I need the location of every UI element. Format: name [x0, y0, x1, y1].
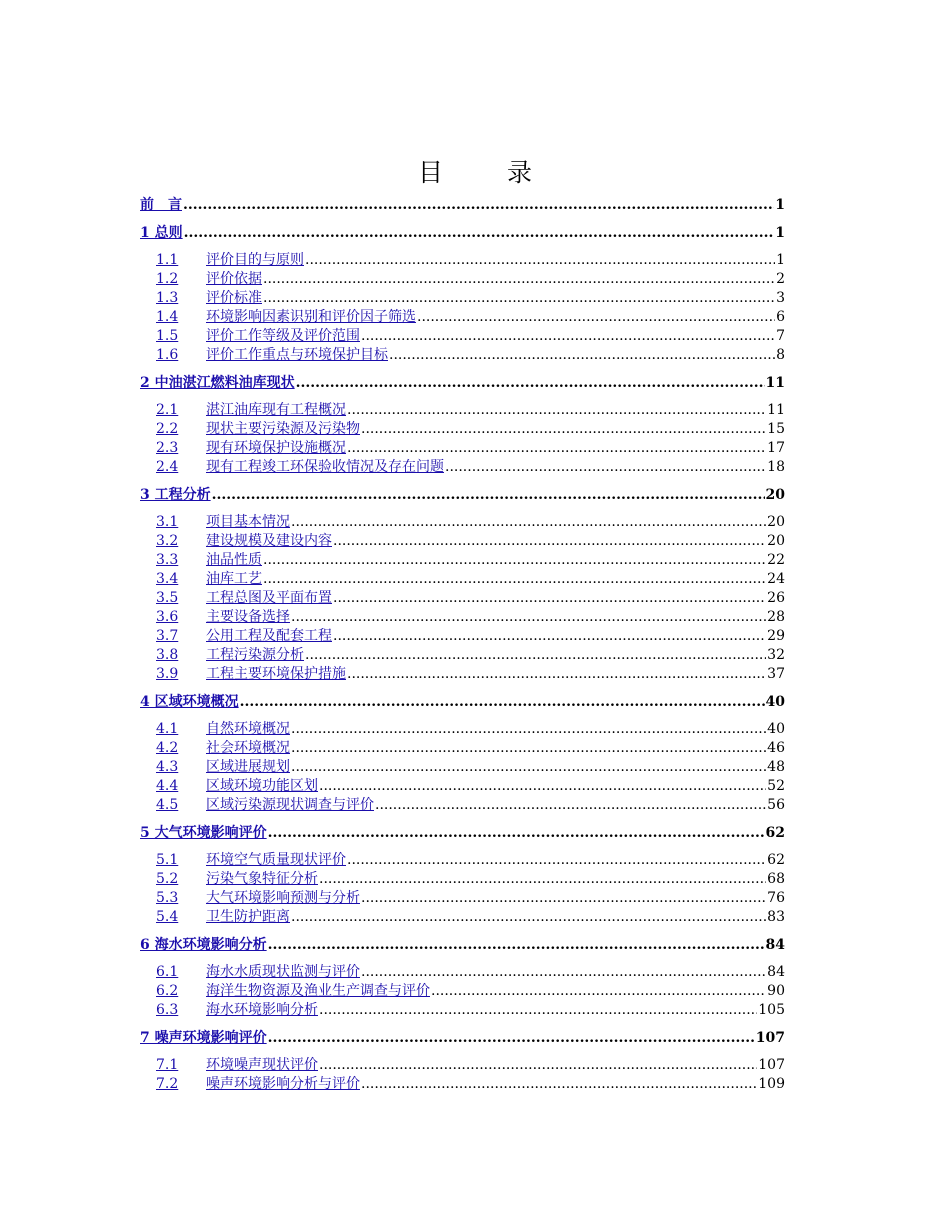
- toc-section-link[interactable]: 自然环境概况: [206, 721, 290, 737]
- toc-leader-dots: [291, 608, 766, 627]
- toc-leader-dots: [319, 777, 766, 796]
- toc-section-number[interactable]: 5.4: [156, 909, 179, 925]
- toc-page-number: 62: [765, 825, 785, 841]
- toc-page-number: 107: [755, 1030, 785, 1046]
- toc-page-number: 28: [767, 609, 785, 625]
- toc-leader-dots: [347, 851, 766, 870]
- toc-section-row: [140, 513, 785, 532]
- toc-section-row: [140, 796, 785, 815]
- toc-section-number[interactable]: 6.2: [156, 983, 179, 999]
- toc-page-number: 107: [758, 1057, 785, 1073]
- toc-section-row: [140, 589, 785, 608]
- toc-section-row: [140, 963, 785, 982]
- toc-page-number: 24: [767, 571, 785, 587]
- toc-page-number: 6: [776, 309, 785, 325]
- toc-leader-dots: [389, 346, 775, 365]
- toc-section-row: [140, 777, 785, 796]
- toc-leader-dots: [445, 458, 766, 477]
- toc-chapter-link[interactable]: 6 海水环境影响分析: [140, 937, 267, 953]
- toc-page-number: 29: [767, 628, 785, 644]
- toc-leader-dots: [296, 373, 765, 393]
- toc-section-number[interactable]: 1.4: [156, 309, 179, 325]
- toc-page-number: 46: [767, 740, 785, 756]
- toc-section-row: [140, 739, 785, 758]
- toc-section-number[interactable]: 7.2: [156, 1076, 179, 1092]
- toc-section-link[interactable]: 社会环境概况: [206, 740, 290, 756]
- toc-section-number[interactable]: 2.2: [156, 421, 179, 437]
- toc-section-link[interactable]: 评价工作重点与环境保护目标: [206, 347, 388, 363]
- toc-section-link[interactable]: 油库工艺: [206, 571, 262, 587]
- toc-section-link[interactable]: 主要设备选择: [206, 609, 290, 625]
- toc-leader-dots: [263, 270, 775, 289]
- toc-leader-dots: [183, 195, 774, 215]
- toc-leader-dots: [333, 532, 766, 551]
- toc-section-link[interactable]: 环境噪声现状评价: [206, 1057, 318, 1073]
- toc-chapter-link[interactable]: 4 区域环境概况: [140, 694, 239, 710]
- toc-section-link[interactable]: 区域环境功能区划: [206, 778, 318, 794]
- toc-section-number[interactable]: 3.4: [156, 571, 179, 587]
- toc-page-number: 26: [767, 590, 785, 606]
- toc-section-number[interactable]: 3.2: [156, 533, 179, 549]
- toc-leader-dots: [361, 327, 775, 346]
- toc-section-row: [140, 420, 785, 439]
- toc-section-number[interactable]: 6.3: [156, 1002, 179, 1018]
- toc-page-number: 2: [776, 271, 785, 287]
- toc-section-number[interactable]: 3.9: [156, 666, 179, 682]
- toc-section-number[interactable]: 3.3: [156, 552, 179, 568]
- toc-section-row: [140, 870, 785, 889]
- toc-leader-dots: [268, 935, 765, 955]
- toc-leader-dots: [319, 870, 766, 889]
- toc-leader-dots: [268, 823, 765, 843]
- toc-page-number: 56: [767, 797, 785, 813]
- toc-section-number[interactable]: 5.3: [156, 890, 179, 906]
- toc-page-number: 76: [767, 890, 785, 906]
- toc-section-link[interactable]: 工程主要环境保护措施: [206, 666, 346, 682]
- toc-page-number: 84: [765, 937, 785, 953]
- toc-section-row: [140, 982, 785, 1001]
- toc-section-row: [140, 1001, 785, 1020]
- toc-section-link[interactable]: 现有环境保护设施概况: [206, 440, 346, 456]
- toc-section-row: [140, 1075, 785, 1094]
- toc-section-link[interactable]: 评价依据: [206, 271, 262, 287]
- toc-section-row: [140, 251, 785, 270]
- toc-leader-dots: [333, 589, 766, 608]
- toc-leader-dots: [361, 1075, 757, 1094]
- toc-page-number: 90: [767, 983, 785, 999]
- toc-section-number[interactable]: 1.2: [156, 271, 179, 287]
- toc-section-row: [140, 908, 785, 927]
- toc-section-link[interactable]: 公用工程及配套工程: [206, 628, 332, 644]
- toc-section-row: [140, 570, 785, 589]
- toc-leader-dots: [263, 289, 775, 308]
- toc-page-number: 8: [776, 347, 785, 363]
- toc-section-number[interactable]: 3.8: [156, 647, 179, 663]
- toc-section-number[interactable]: 1.1: [156, 252, 179, 268]
- toc-section-number[interactable]: 6.1: [156, 964, 179, 980]
- toc-leader-dots: [347, 665, 766, 684]
- toc-section-row: [140, 401, 785, 420]
- toc-section-number[interactable]: 5.2: [156, 871, 179, 887]
- toc-section-row: [140, 327, 785, 346]
- toc-chapter-row: [140, 195, 785, 215]
- toc-section-link[interactable]: 现状主要污染源及污染物: [206, 421, 360, 437]
- toc-page-number: 3: [776, 290, 785, 306]
- toc-section-link[interactable]: 噪声环境影响分析与评价: [206, 1076, 360, 1092]
- toc-section-link[interactable]: 区域污染源现状调查与评价: [206, 797, 374, 813]
- toc-section-link[interactable]: 环境空气质量现状评价: [206, 852, 346, 868]
- toc-page-number: 52: [767, 778, 785, 794]
- toc-leader-dots: [361, 963, 766, 982]
- toc-page-number: 1: [775, 225, 785, 241]
- toc-section-link[interactable]: 大气环境影响预测与分析: [206, 890, 360, 906]
- toc-section-number[interactable]: 5.1: [156, 852, 179, 868]
- toc-section-row: [140, 851, 785, 870]
- toc-leader-dots: [240, 692, 765, 712]
- toc-chapter-row: [140, 373, 785, 393]
- toc-section-number[interactable]: 4.5: [156, 797, 179, 813]
- toc-leader-dots: [319, 1056, 757, 1075]
- toc-chapter-row: [140, 692, 785, 712]
- toc-page-number: 22: [767, 552, 785, 568]
- toc-leader-dots: [263, 570, 766, 589]
- toc-leader-dots: [263, 551, 766, 570]
- toc-section-number[interactable]: 3.7: [156, 628, 179, 644]
- toc-section-row: [140, 289, 785, 308]
- toc-section-row: [140, 646, 785, 665]
- toc-leader-dots: [347, 439, 766, 458]
- toc-section-link[interactable]: 湛江油库现有工程概况: [206, 402, 346, 418]
- toc-section-number[interactable]: 3.6: [156, 609, 179, 625]
- toc-section-row: [140, 627, 785, 646]
- toc-page-number: 7: [776, 328, 785, 344]
- toc-section-row: [140, 665, 785, 684]
- toc-page-number: 32: [767, 647, 785, 663]
- toc-section-link[interactable]: 海水水质现状监测与评价: [206, 964, 360, 980]
- toc-page-number: 17: [767, 440, 785, 456]
- toc-chapter-link[interactable]: 2 中油湛江燃料油库现状: [140, 375, 295, 391]
- toc-section-number[interactable]: 3.1: [156, 514, 179, 530]
- toc-section-row: [140, 308, 785, 327]
- toc-leader-dots: [361, 889, 766, 908]
- toc-page-number: 62: [767, 852, 785, 868]
- toc-page-number: 37: [767, 666, 785, 682]
- toc-section-row: [140, 758, 785, 777]
- toc-page-number: 83: [767, 909, 785, 925]
- toc-section-link[interactable]: 卫生防护距离: [206, 909, 290, 925]
- toc-leader-dots: [184, 223, 775, 243]
- toc-leader-dots: [333, 627, 766, 646]
- toc-leader-dots: [291, 513, 766, 532]
- toc-leader-dots: [417, 308, 775, 327]
- toc-section-number[interactable]: 3.5: [156, 590, 179, 606]
- toc-leader-dots: [291, 758, 766, 777]
- toc-chapter-row: [140, 485, 785, 505]
- toc-section-number[interactable]: 2.4: [156, 459, 179, 475]
- toc-leader-dots: [268, 1028, 755, 1048]
- toc-section-row: [140, 551, 785, 570]
- toc-section-link[interactable]: 区域进展规划: [206, 759, 290, 775]
- toc-leader-dots: [319, 1001, 757, 1020]
- toc-section-link[interactable]: 工程污染源分析: [206, 647, 304, 663]
- toc-page-number: 68: [767, 871, 785, 887]
- toc-chapter-row: [140, 1028, 785, 1048]
- toc-chapter-link[interactable]: 3 工程分析: [140, 487, 211, 503]
- toc-leader-dots: [431, 982, 766, 1001]
- toc-section-link[interactable]: 评价标准: [206, 290, 262, 306]
- toc-chapter-link[interactable]: 5 大气环境影响评价: [140, 825, 267, 841]
- toc-leader-dots: [361, 420, 766, 439]
- toc-section-number[interactable]: 4.1: [156, 721, 179, 737]
- toc-leader-dots: [305, 251, 775, 270]
- toc-page-number: 20: [765, 487, 785, 503]
- toc-section-row: [140, 439, 785, 458]
- toc-title: 目 录: [418, 158, 560, 187]
- toc-chapter-link[interactable]: 1 总则: [140, 225, 183, 241]
- toc-section-link[interactable]: 评价目的与原则: [206, 252, 304, 268]
- toc-page-number: 40: [765, 694, 785, 710]
- toc-section-number[interactable]: 7.1: [156, 1057, 179, 1073]
- toc-leader-dots: [375, 796, 766, 815]
- toc-leader-dots: [291, 720, 766, 739]
- toc-page-number: 48: [767, 759, 785, 775]
- toc-section-row: [140, 720, 785, 739]
- toc-page-number: 11: [767, 402, 785, 418]
- toc-section-row: [140, 458, 785, 477]
- toc-chapter-row: [140, 223, 785, 243]
- toc-section-link[interactable]: 海水环境影响分析: [206, 1002, 318, 1018]
- toc-section-link[interactable]: 工程总图及平面布置: [206, 590, 332, 606]
- toc-section-row: [140, 608, 785, 627]
- toc-section-row: [140, 1056, 785, 1075]
- toc-section-row: [140, 889, 785, 908]
- toc-section-row: [140, 346, 785, 365]
- toc-leader-dots: [291, 908, 766, 927]
- toc-chapter-row: [140, 935, 785, 955]
- toc-page-number: 20: [767, 533, 785, 549]
- toc-chapter-link[interactable]: 前 言: [140, 197, 182, 213]
- toc-section-link[interactable]: 海洋生物资源及渔业生产调查与评价: [206, 983, 430, 999]
- toc-section-link[interactable]: 项目基本情况: [206, 514, 290, 530]
- toc-page-number: 11: [765, 375, 785, 391]
- toc-section-link[interactable]: 油品性质: [206, 552, 262, 568]
- toc-page-number: 18: [767, 459, 785, 475]
- toc-section-number[interactable]: 1.5: [156, 328, 179, 344]
- toc-section-number[interactable]: 1.6: [156, 347, 179, 363]
- toc-page-number: 105: [758, 1002, 785, 1018]
- toc-section-link[interactable]: 环境影响因素识别和评价因子筛选: [206, 309, 416, 325]
- toc-page-number: 40: [767, 721, 785, 737]
- toc-section-number[interactable]: 2.1: [156, 402, 179, 418]
- toc-leader-dots: [291, 739, 766, 758]
- toc-section-row: [140, 532, 785, 551]
- toc-section-number[interactable]: 4.4: [156, 778, 179, 794]
- toc-page-number: 84: [767, 964, 785, 980]
- table-of-contents: [140, 195, 785, 1094]
- toc-leader-dots: [347, 401, 766, 420]
- toc-page-number: 1: [776, 252, 785, 268]
- toc-chapter-row: [140, 823, 785, 843]
- toc-section-link[interactable]: 评价工作等级及评价范围: [206, 328, 360, 344]
- toc-section-number[interactable]: 4.2: [156, 740, 179, 756]
- toc-section-number[interactable]: 1.3: [156, 290, 179, 306]
- toc-section-link[interactable]: 污染气象特征分析: [206, 871, 318, 887]
- toc-section-link[interactable]: 现有工程竣工环保验收情况及存在问题: [206, 459, 444, 475]
- toc-section-row: [140, 270, 785, 289]
- toc-section-link[interactable]: 建设规模及建设内容: [206, 533, 332, 549]
- toc-page-number: 15: [767, 421, 785, 437]
- toc-page-number: 20: [767, 514, 785, 530]
- toc-section-number[interactable]: 4.3: [156, 759, 179, 775]
- toc-section-number[interactable]: 2.3: [156, 440, 179, 456]
- toc-page-number: 1: [775, 197, 785, 213]
- toc-leader-dots: [305, 646, 766, 665]
- toc-page-number: 109: [758, 1076, 785, 1092]
- toc-chapter-link[interactable]: 7 噪声环境影响评价: [140, 1030, 267, 1046]
- toc-leader-dots: [212, 485, 765, 505]
